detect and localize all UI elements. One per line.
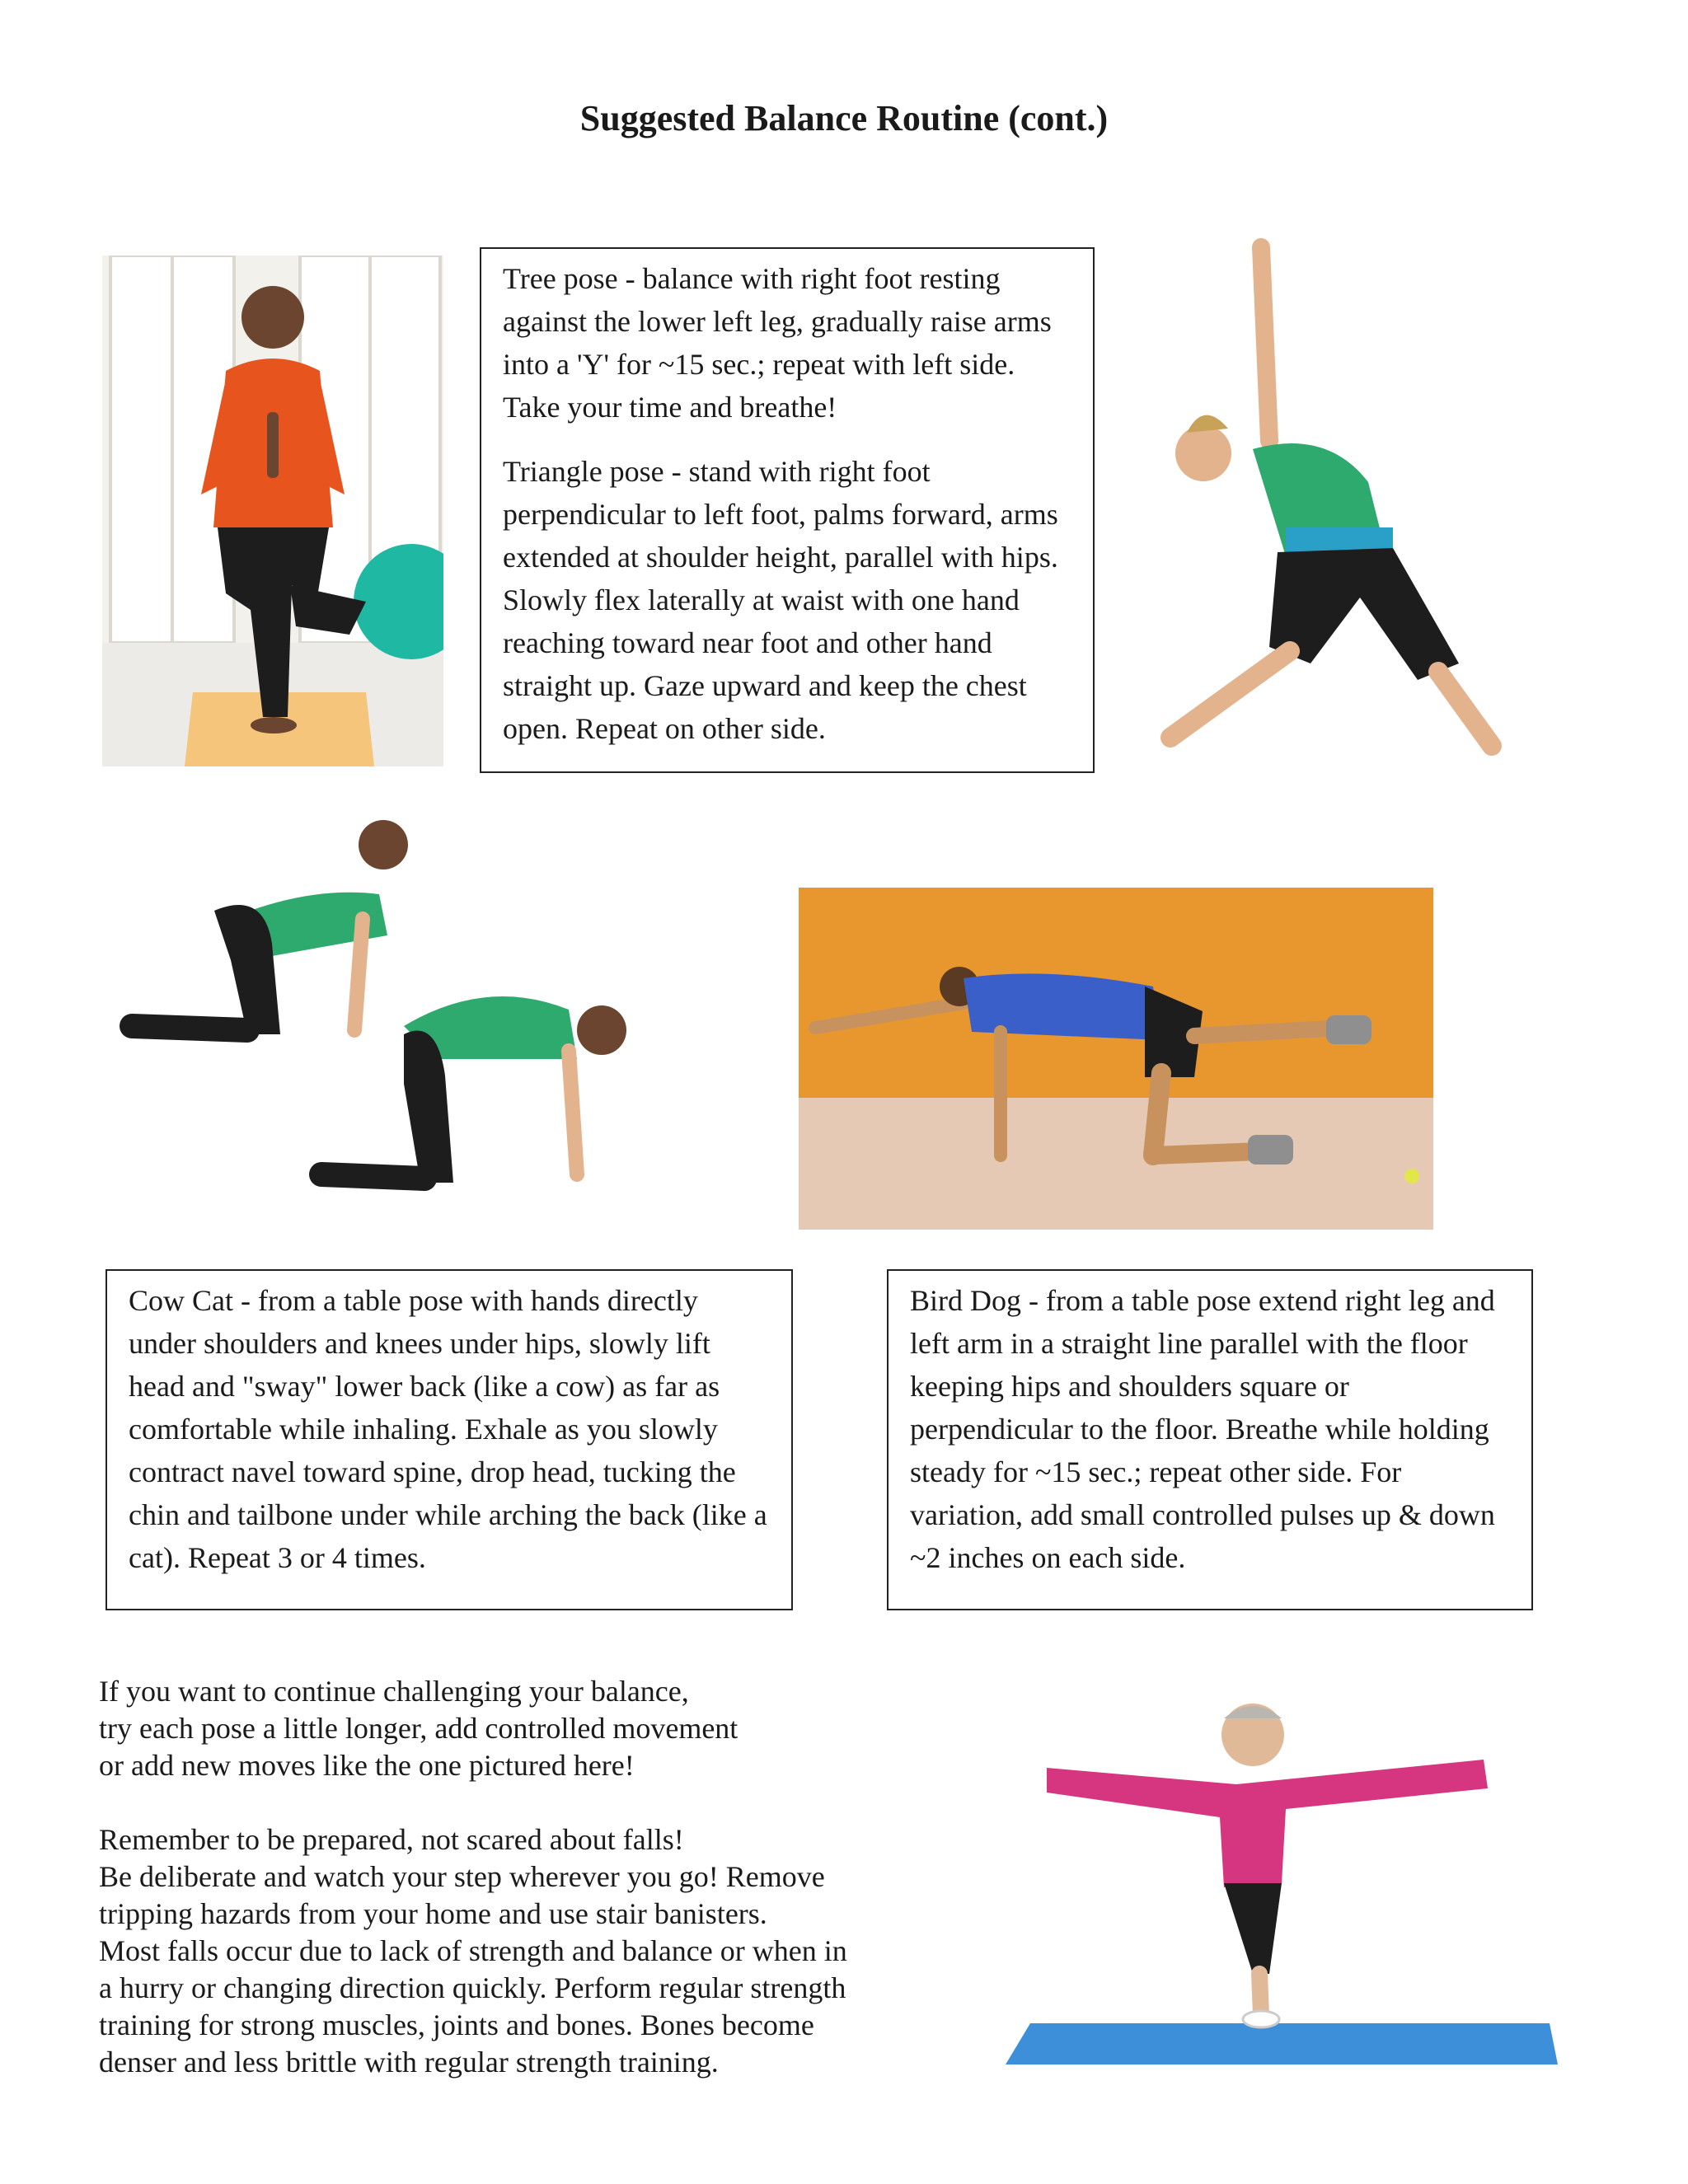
triangle-pose-description: Triangle pose - stand with right foot perpendicular to left foot, palms forward, arms extended at shoulder height, parallel with hips. Slowly flex laterally at waist with one hand reaching toward near foot and other hand straight up. Gaze upward and keep the chest open. Repeat on other side. [503,455,1058,745]
bird-dog-photo [799,888,1433,1230]
cow-cat-text-box [106,1269,793,1610]
tree-triangle-text-box [480,247,1095,773]
page-title: Suggested Balance Routine (cont.) [579,98,1109,138]
falls-paragraph: Remember to be prepared, not scared about falls! Be deliberate and watch your step wherever you go! Remove tripping hazards from your home and use stair banisters. Most falls occur due to lack of strength and balance or when in a hurry or changing direction quickly. Perform regular strength training for strong muscles, joints and bones. Bones become denser and less brittle with regular strength training. [99,1823,847,2079]
bird-dog-text-box [887,1269,1533,1610]
tree-pose-description: Tree pose - balance with right foot resting against the lower left leg, gradually raise arms into a 'Y' for ~15 sec.; repeat with left side. Take your time and breathe! [503,262,1052,424]
cow-cat-photo [107,812,668,1203]
challenge-paragraph: If you want to continue challenging your balance, try each pose a little longer, add controlled movement or add new moves like the one pictured here! [99,1675,738,1782]
triangle-pose-photo [1137,235,1566,762]
tree-pose-photo [102,255,443,766]
standing-balance-photo [997,1677,1566,2093]
cow-cat-description: Cow Cat - from a table pose with hands directly under shoulders and knees under hips, slowly lift head and "sway" lower back (like a cow) as far as comfortable while inhaling. Exhale as you slowly contract navel toward spine, drop head, tucking the chin and tailbone under while arching the back (like a cat). Repeat 3 or 4 times. [129,1284,767,1574]
closing-text [99,1673,956,2081]
bird-dog-description: Bird Dog - from a table pose extend right leg and left arm in a straight line parallel with the floor keeping hips and shoulders square or perpendicular to the floor. Breathe while holding steady for ~15 sec.; repeat other side. For variation, add small controlled pulses up & down ~2 inches on each side. [910,1284,1495,1574]
